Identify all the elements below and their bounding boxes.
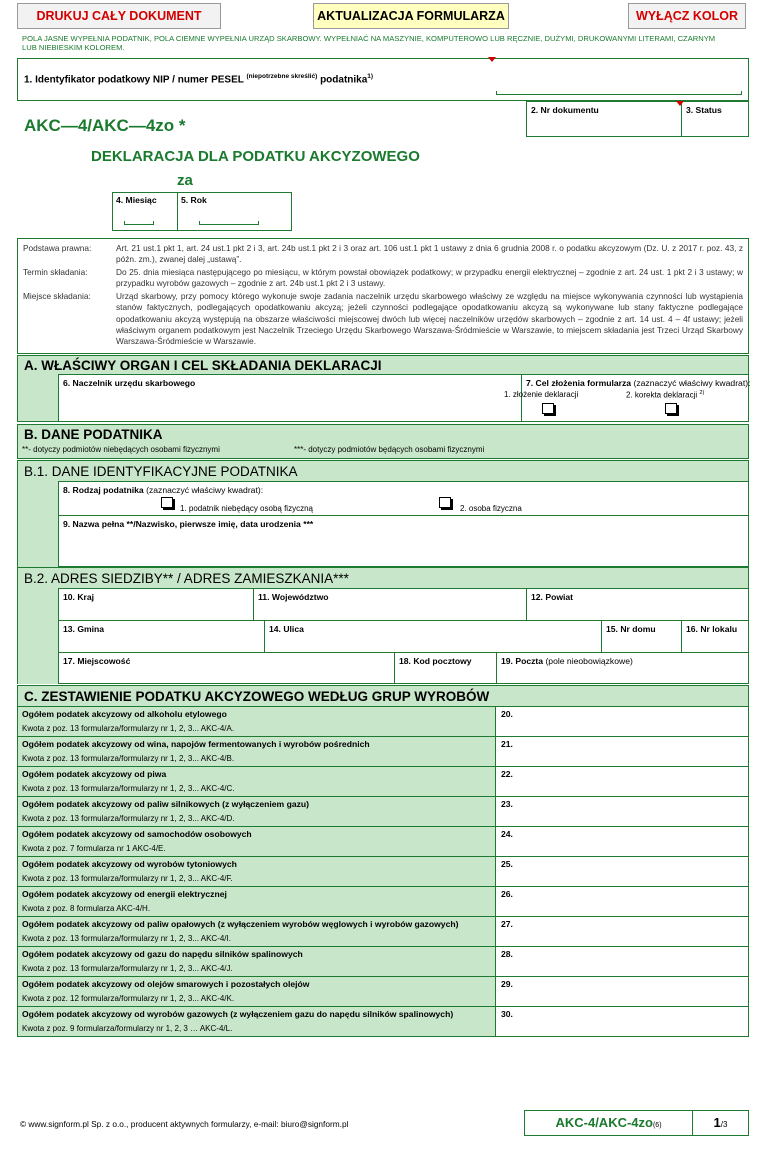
tax-summary-row (17, 827, 749, 857)
tax-summary-row-label: Ogółem podatek akcyzowy od samochodów osobowych (22, 829, 252, 839)
field-12-district[interactable]: 12. Powiat (526, 588, 749, 621)
section-b1-title: B.1. DANE IDENTYFIKACYJNE PODATNIKA (17, 460, 749, 482)
purpose-option-2-checkbox[interactable] (665, 403, 677, 414)
tax-summary-row-description (18, 1007, 496, 1036)
tax-summary-row-description (18, 977, 496, 1006)
tax-summary-row (17, 1007, 749, 1037)
field-1-label: 1. Identyfikator podatkowy NIP / numer PESEL $^{(niepotrzebne skreślić)}$ podatnika$^{1)}$ (24, 73, 374, 86)
tax-summary-row-description (18, 767, 496, 796)
tax-summary-row-field-number: 26. (501, 889, 513, 899)
deadline-text: Do 25. dnia miesiąca następującego po miesiącu, w którym powstał obowiązek podatkowy; w przypadku energii elektrycznej – zgodnie z art. 24 ust. 1 pkt 2 i 3 ustawy; w przypadku wyrobów gazowych – zgodnie z art. 24b ust.1 pkt 2 i 3 ustawy. (116, 267, 743, 289)
tax-summary-row-description (18, 797, 496, 826)
fill-instructions: POLA JASNE WYPEŁNIA PODATNIK, POLA CIEMNE WYPEŁNIA URZĄD SKARBOWY. WYPEŁNIAĆ NA MASZYNIE, KOMPUTEROWO LUB RĘCZNIE, DUŻYMI, DRUKOWANYMI LITERAMI, CZARNYM LUB NIEBIESKIM KOLOREM. (22, 34, 716, 52)
tax-summary-row-source: Kwota z poz. 13 formularza/formularzy nr 1, 2, 3... AKC-4/C. (22, 784, 235, 793)
tax-summary-amount-input[interactable] (497, 707, 748, 736)
field-10-country[interactable]: 10. Kraj (58, 588, 254, 621)
tax-summary-row-label: Ogółem podatek akcyzowy od olejów smarowych i pozostałych olejów (22, 979, 310, 989)
field-15-house-number[interactable]: 15. Nr domu (601, 620, 682, 653)
field-2-document-number: 2. Nr dokumentu (526, 101, 682, 137)
tax-summary-amount-input[interactable] (497, 917, 748, 946)
field-4-month-label: 4. Miesiąc (116, 195, 157, 205)
tax-summary-row-label: Ogółem podatek akcyzowy od piwa (22, 769, 167, 779)
tax-summary-row-label: Ogółem podatek akcyzowy od paliw opałowych (z wyłączeniem wyrobów węglowych i wyrobów gazowych) (22, 919, 459, 929)
tax-summary-row (17, 797, 749, 827)
tax-summary-row-description (18, 947, 496, 976)
legal-basis-label: Podstawa prawna: (23, 243, 92, 253)
field-5-year-label: 5. Rok (181, 195, 207, 205)
purpose-option-1-checkbox[interactable] (542, 403, 554, 414)
tax-summary-amount-input[interactable] (497, 767, 748, 796)
footer-page-total: /3 (720, 1120, 728, 1129)
red-corner-marker (488, 57, 496, 62)
place-label: Miejsce składania: (23, 291, 91, 301)
tax-summary-row (17, 887, 749, 917)
tax-summary-row-field-number: 27. (501, 919, 513, 929)
field-18-postal-code[interactable]: 18. Kod pocztowy (394, 652, 497, 684)
period-za: za (177, 172, 193, 189)
legal-basis-text: Art. 21 ust.1 pkt 1, art. 24 ust.1 pkt 2 i 3, art. 24b ust.1 pkt 2 i 3 oraz art. 106 ust.1 pkt 1 ustawy z dnia 6 grudnia 2008 r. o podatku akcyzowym (Dz. U. z 2017 r. poz. 43, z późn. zm.), zwanej dalej „ustawą”. (116, 243, 743, 265)
tax-summary-row (17, 917, 749, 947)
footer-page-number: 1 (713, 1115, 721, 1130)
legal-info-block (17, 238, 749, 354)
tax-summary-row-field-number: 22. (501, 769, 513, 779)
tax-summary-amount-input[interactable] (497, 857, 748, 886)
taxpayer-type-2-label: 2. osoba fizyczna (460, 504, 522, 513)
field-1-ticks (496, 91, 742, 95)
place-text: Urząd skarbowy, przy pomocy którego wykonuje swoje zadania naczelnik urzędu skarbowego właściwy ze względu na miejsce wykonywania czynności lub wystąpienia stanów faktycznych, podlegających opodatkowaniu akcyzą; jeżeli czynności podlegające opodatkowaniu akcyzą są wykonywane lub stany faktyczne podlegające opodatkowaniu akcyzą występują na obszarze właściwości miejscowej dwóch lub więcej naczelników urzędów skarbowych – zgodnie z art. 14 ust. 4 – 4f ustawy; jeżeli właściwym organem podatkowym jest Naczelnik Trzeciego Urzędu Skarbowego Warszawa-Śródmieście w Warszawie, to miejscem składania jest Trzeci Urząd Skarbowy Warszawa-Śródmieście w Warszawie. (116, 291, 743, 347)
field-7-purpose: 7. Cel złożenia formularza (zaznaczyć właściwy kwadrat): 1. złożenie deklaracji 2. korekta deklaracji $^{2)}$ (521, 374, 749, 422)
purpose-option-2-label: 2. korekta deklaracji $^{2)}$ (626, 390, 705, 400)
tax-summary-row-field-number: 25. (501, 859, 513, 869)
tax-summary-row-field-number: 29. (501, 979, 513, 989)
field-3-status: 3. Status (681, 101, 749, 137)
field-11-province[interactable]: 11. Województwo (253, 588, 527, 621)
section-b-note-2: ***- dotyczy podmiotów będących osobami fizycznymi (294, 445, 485, 454)
section-a-gutter (17, 374, 58, 422)
tax-summary-row (17, 857, 749, 887)
section-b1-gutter (17, 481, 58, 568)
field-8-taxpayer-type: 8. Rodzaj podatnika (zaznaczyć właściwy kwadrat): 1. podatnik niebędący osobą fizyczną 2. osoba fizyczna (58, 481, 749, 516)
footer-form-version: (6) (652, 1122, 662, 1129)
tax-summary-amount-input[interactable] (497, 947, 748, 976)
tax-summary-row-label: Ogółem podatek akcyzowy od energii elektrycznej (22, 889, 227, 899)
tax-summary-row-source: Kwota z poz. 9 formularza/formularzy nr 1, 2, 3 … AKC-4/L. (22, 1024, 233, 1033)
red-corner-marker (676, 101, 684, 106)
toggle-color-button[interactable]: WYŁĄCZ KOLOR (628, 3, 746, 29)
tax-summary-row-label: Ogółem podatek akcyzowy od alkoholu etylowego (22, 709, 227, 719)
tax-summary-row (17, 707, 749, 737)
tax-summary-row-source: Kwota z poz. 8 formularza AKC-4/H. (22, 904, 151, 913)
tax-summary-row-field-number: 24. (501, 829, 513, 839)
tax-summary-row-label: Ogółem podatek akcyzowy od paliw silnikowych (z wyłączeniem gazu) (22, 799, 310, 809)
tax-summary-row-source: Kwota z poz. 13 formularza/formularzy nr 1, 2, 3... AKC-4/I. (22, 934, 231, 943)
form-code: AKC—4/AKC—4zo * (24, 116, 186, 135)
tax-summary-row-label: Ogółem podatek akcyzowy od wyrobów tytoniowych (22, 859, 237, 869)
section-b-note-1: **- dotyczy podmiotów niebędących osobami fizycznymi (22, 445, 220, 454)
field-17-city[interactable]: 17. Miejscowość (58, 652, 395, 684)
tax-summary-row-field-number: 28. (501, 949, 513, 959)
tax-summary-row-label: Ogółem podatek akcyzowy od wyrobów gazowych (z wyłączeniem gazu do napędu silników spalinowych) (22, 1009, 454, 1019)
tax-summary-row-label: Ogółem podatek akcyzowy od wina, napojów fermentowanych i wyrobów pośrednich (22, 739, 370, 749)
section-b2-title: B.2. ADRES SIEDZIBY** / ADRES ZAMIESZKANIA*** (17, 567, 749, 589)
tax-summary-row-description (18, 827, 496, 856)
tax-summary-amount-input[interactable] (497, 827, 748, 856)
tax-summary-row (17, 947, 749, 977)
tax-summary-row-description (18, 917, 496, 946)
tax-summary-row-source: Kwota z poz. 7 formularza nr 1 AKC-4/E. (22, 844, 166, 853)
tax-summary-row-source: Kwota z poz. 13 formularza/formularzy nr 1, 2, 3... AKC-4/F. (22, 874, 233, 883)
tax-summary-row-field-number: 20. (501, 709, 513, 719)
tax-summary-amount-input[interactable] (497, 737, 748, 766)
tax-summary-row (17, 977, 749, 1007)
tax-summary-row-source: Kwota z poz. 13 formularza/formularzy nr 1, 2, 3... AKC-4/B. (22, 754, 235, 763)
tax-summary-row-description (18, 737, 496, 766)
purpose-option-1-label: 1. złożenie deklaracji (504, 390, 579, 399)
field-19-post-office[interactable]: 19. Poczta (pole nieobowiązkowe) (496, 652, 749, 684)
update-form-button[interactable]: AKTUALIZACJA FORMULARZA (313, 3, 509, 29)
tax-summary-row-field-number: 30. (501, 1009, 513, 1019)
section-c-title: C. ZESTAWIENIE PODATKU AKCYZOWEGO WEDŁUG GRUP WYROBÓW (17, 685, 749, 707)
footer-form-code: AKC-4/AKC-4zo (555, 1115, 653, 1130)
footer-copyright: © www.signform.pl Sp. z o.o., producent aktywnych formularzy, e-mail: biuro@signform.pl (20, 1119, 349, 1129)
tax-summary-row (17, 737, 749, 767)
tax-summary-amount-input[interactable] (497, 797, 748, 826)
field-13-commune[interactable]: 13. Gmina (58, 620, 265, 653)
tax-summary-row-description (18, 857, 496, 886)
field-14-street[interactable]: 14. Ulica (264, 620, 602, 653)
field-16-apartment-number[interactable]: 16. Nr lokalu (681, 620, 749, 653)
field-4-month-input[interactable] (124, 221, 154, 225)
taxpayer-type-1-checkbox[interactable] (161, 497, 173, 508)
tax-summary-row-source: Kwota z poz. 12 formularza/formularzy nr 1, 2, 3... AKC-4/K. (22, 994, 235, 1003)
field-9-full-name[interactable]: 9. Nazwa pełna **/Nazwisko, pierwsze imię, data urodzenia *** (58, 515, 749, 567)
field-1-tax-id[interactable] (17, 58, 749, 101)
footer-form-id (524, 1110, 749, 1136)
deadline-label: Termin składania: (23, 267, 88, 277)
tax-summary-row-label: Ogółem podatek akcyzowy od gazu do napędu silników spalinowych (22, 949, 303, 959)
section-b-title: B. DANE PODATNIKA (17, 424, 749, 459)
field-5-year-input[interactable] (199, 221, 259, 225)
taxpayer-type-1-label: 1. podatnik niebędący osobą fizyczną (180, 504, 313, 513)
tax-summary-row-source: Kwota z poz. 13 formularza/formularzy nr 1, 2, 3... AKC-4/J. (22, 964, 233, 973)
page-title: DEKLARACJA DLA PODATKU AKCYZOWEGO (91, 148, 420, 165)
section-a-title: A. WŁAŚCIWY ORGAN I CEL SKŁADANIA DEKLARACJI (17, 355, 749, 375)
tax-summary-row-field-number: 23. (501, 799, 513, 809)
print-document-button[interactable]: DRUKUJ CAŁY DOKUMENT (17, 3, 221, 29)
tax-summary-row-source: Kwota z poz. 13 formularza/formularzy nr 1, 2, 3... AKC-4/A. (22, 724, 235, 733)
section-b2-gutter (17, 588, 58, 684)
tax-summary-amount-input[interactable] (497, 977, 748, 1006)
tax-summary-row-source: Kwota z poz. 13 formularza/formularzy nr 1, 2, 3... AKC-4/D. (22, 814, 235, 823)
tax-summary-row-description (18, 707, 496, 736)
tax-summary-amount-input[interactable] (497, 1007, 748, 1036)
taxpayer-type-2-checkbox[interactable] (439, 497, 451, 508)
tax-summary-row-field-number: 21. (501, 739, 513, 749)
tax-summary-row-description (18, 887, 496, 916)
tax-summary-amount-input[interactable] (497, 887, 748, 916)
field-6-tax-office[interactable]: 6. Naczelnik urzędu skarbowego (58, 374, 522, 422)
tax-summary-row (17, 767, 749, 797)
